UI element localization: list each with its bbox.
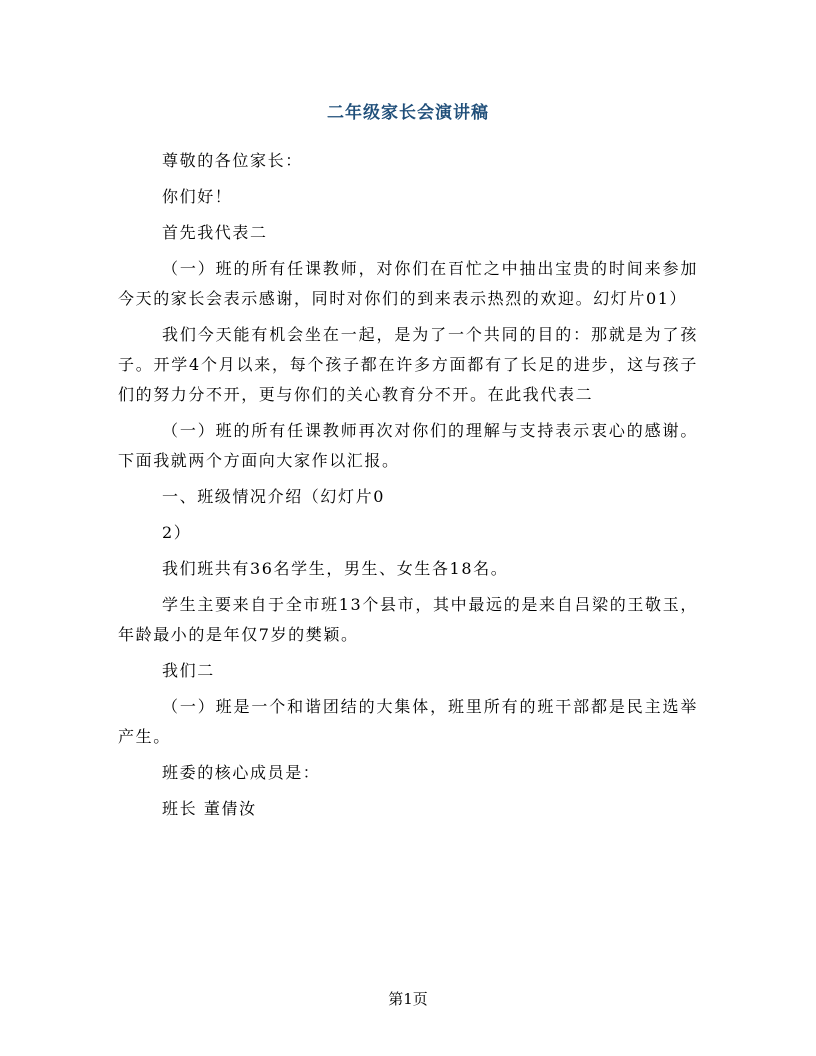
paragraph: 班委的核心成员是：	[162, 763, 321, 782]
paragraph: 班长 董倩汝	[162, 799, 257, 818]
paragraph: 首先我代表二	[162, 223, 268, 242]
paragraph: 学生主要来自于全市班13个县市，其中最远的是来自吕梁的王敬玉，年龄最小的是年仅7岁的樊颖。	[118, 595, 698, 644]
paragraph: 我们班共有36名学生，男生、女生各18名。	[162, 559, 509, 578]
paragraph: （一）班的所有任课教师，对你们在百忙之中抽出宝贵的时间来参加今天的家长会表示感谢，同时对你们的到来表示热烈的欢迎。幻灯片01）	[118, 259, 698, 308]
paragraph: 你们好！	[162, 187, 233, 206]
paragraph: 尊敬的各位家长：	[162, 151, 303, 170]
paragraph: 一、班级情况介绍（幻灯片0	[162, 487, 385, 506]
paragraph: 我们二	[162, 661, 215, 680]
document-body	[118, 146, 698, 830]
paragraph: 2）	[162, 523, 192, 542]
paragraph: 我们今天能有机会坐在一起，是为了一个共同的目的：那就是为了孩子。开学4个月以来，每个孩子都在许多方面都有了长足的进步，这与孩子们的努力分不开，更与你们的关心教育分不开。在此我代表二	[118, 325, 698, 404]
paragraph: （一）班是一个和谐团结的大集体，班里所有的班干部都是民主选举产生。	[118, 697, 698, 746]
document-title: 二年级家长会演讲稿	[327, 103, 489, 123]
page-number: 第1页	[388, 990, 428, 1008]
paragraph: （一）班的所有任课教师再次对你们的理解与支持表示衷心的感谢。下面我就两个方面向大家作以汇报。	[118, 421, 698, 470]
